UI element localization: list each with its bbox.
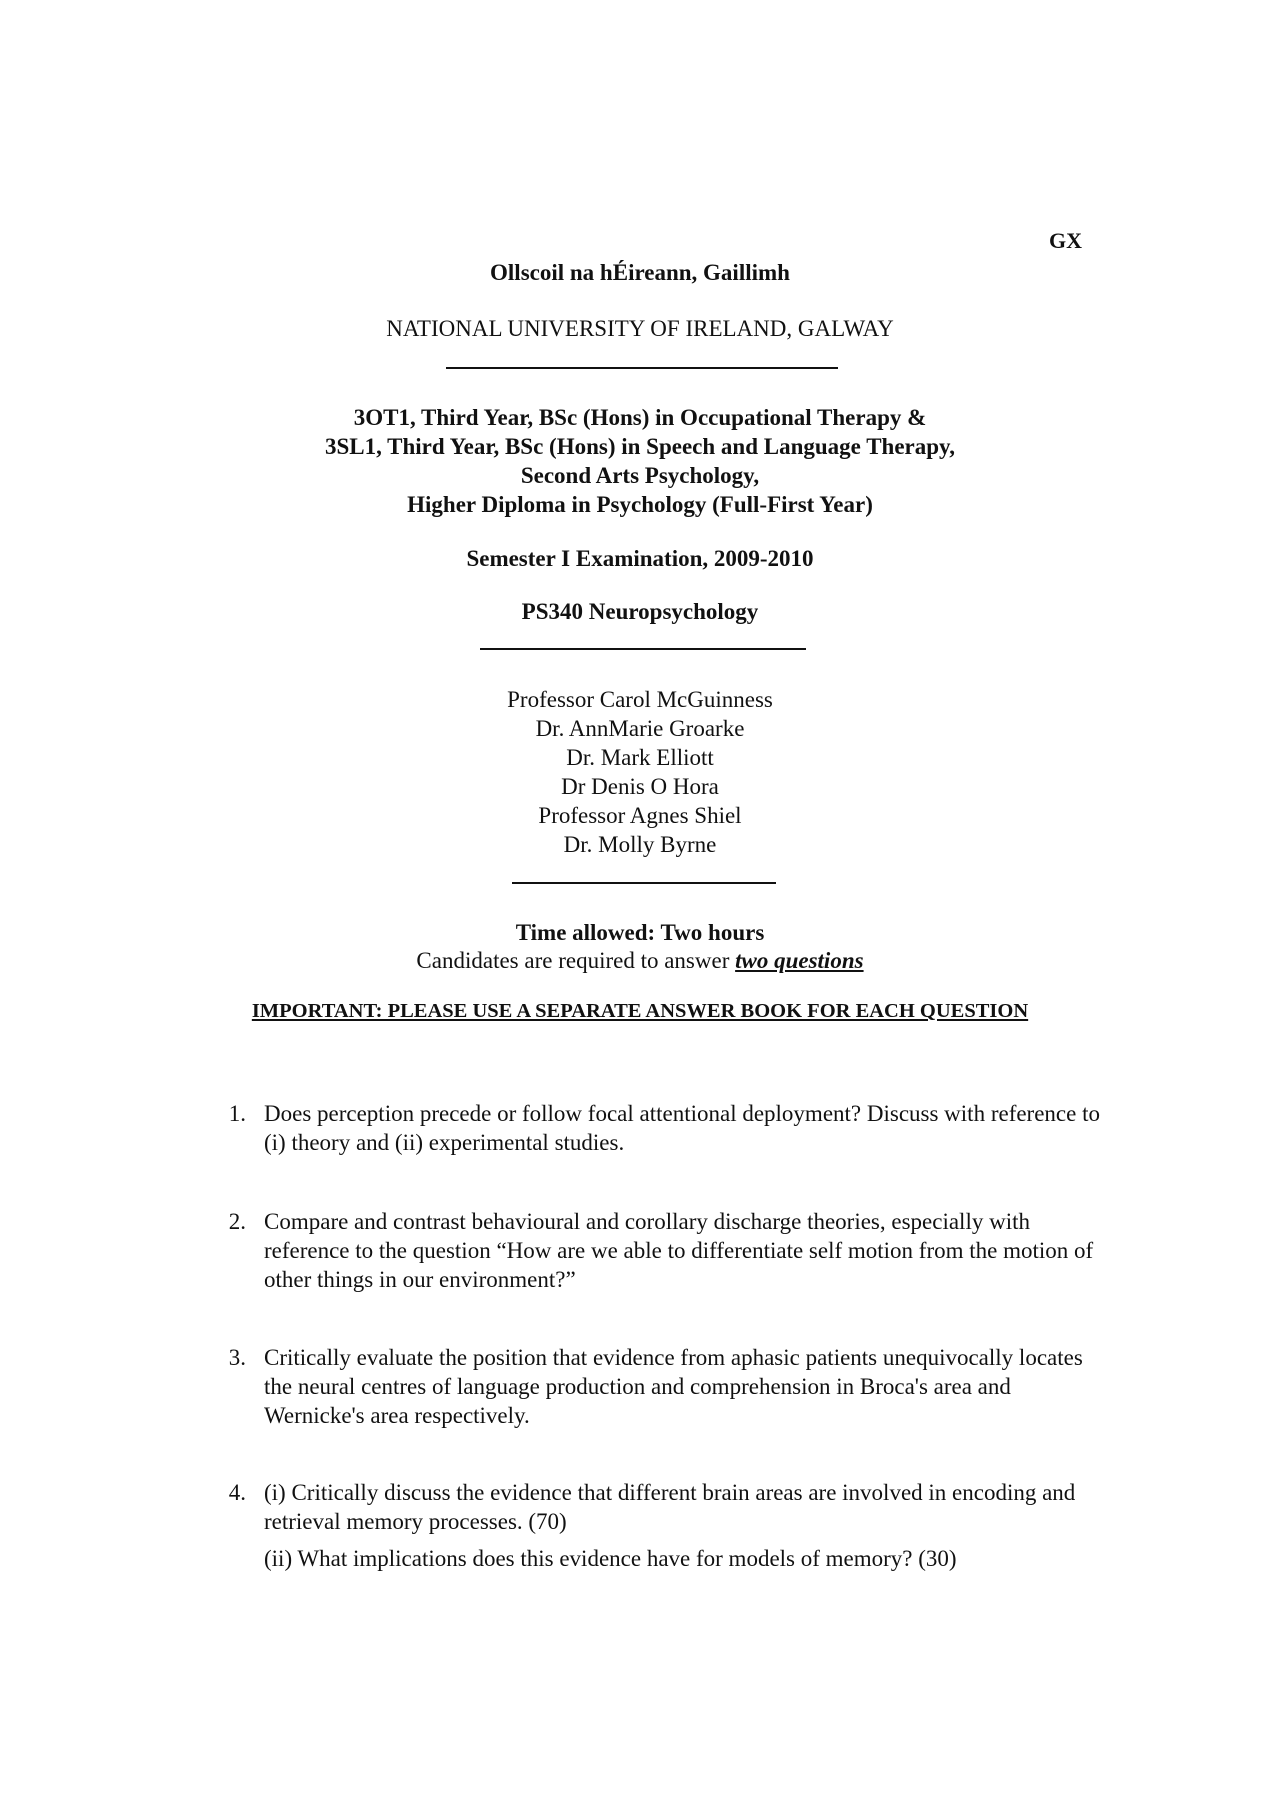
important-notice: IMPORTANT: PLEASE USE A SEPARATE ANSWER BOOK FOR EACH QUESTION <box>251 1000 1029 1022</box>
question-part: (i) Critically discuss the evidence that different brain areas are involved in encoding and retrieval memory processes. (70) <box>264 1480 1076 1534</box>
examiner-name: Professor Agnes Shiel <box>538 803 742 828</box>
question-part: Does perception precede or follow focal attentional deployment? Discuss with reference to (i) theory and (ii) experimental studies. <box>264 1101 1100 1155</box>
paper-code: GX <box>1049 228 1082 253</box>
examiner-name: Professor Carol McGuinness <box>507 687 773 712</box>
divider-rule <box>512 882 776 884</box>
divider-rule <box>446 367 838 369</box>
programme-line: Higher Diploma in Psychology (Full-First Year) <box>407 492 873 517</box>
university-name-irish: Ollscoil na hÉireann, Gaillimh <box>490 260 790 285</box>
question-text <box>264 1343 1104 1430</box>
examiner-name: Dr Denis O Hora <box>561 774 719 799</box>
question-number: 2. <box>228 1209 246 1234</box>
question-text <box>264 1099 1104 1157</box>
candidates-instruction <box>0 946 1280 975</box>
examiner-name: Dr. Molly Byrne <box>563 832 717 857</box>
question-text <box>264 1207 1104 1294</box>
divider-rule <box>480 648 806 650</box>
programme-line: 3OT1, Third Year, BSc (Hons) in Occupational Therapy & <box>353 405 927 430</box>
question-part: Critically evaluate the position that evidence from aphasic patients unequivocally locates the neural centres of language production and comprehension in Broca's area and Wernicke's area respectively. <box>264 1345 1083 1428</box>
time-allowed: Time allowed: Two hours <box>515 920 765 945</box>
question-text <box>264 1478 1104 1573</box>
exam-session: Semester I Examination, 2009-2010 <box>466 546 814 571</box>
examiner-name: Dr. Mark Elliott <box>566 745 714 770</box>
candidates-instruction-emphasis: two questions <box>735 948 864 973</box>
module-title: PS340 Neuropsychology <box>521 599 759 624</box>
question-part: Compare and contrast behavioural and corollary discharge theories, especially with reference to the question “How are we able to differentiate self motion from the motion of other things in our environment?” <box>264 1209 1094 1292</box>
programme-line: Second Arts Psychology, <box>520 463 760 488</box>
programme-line: 3SL1, Third Year, BSc (Hons) in Speech and Language Therapy, <box>324 434 956 459</box>
candidates-instruction-text: Candidates are required to answer <box>416 948 736 973</box>
question-number: 1. <box>228 1101 246 1126</box>
question-number: 4. <box>228 1480 246 1505</box>
question-number: 3. <box>228 1345 246 1370</box>
question-part: (ii) What implications does this evidence have for models of memory? (30) <box>264 1546 957 1571</box>
programme-list <box>0 403 1280 519</box>
examiner-name: Dr. AnnMarie Groarke <box>535 716 745 741</box>
university-name-english: NATIONAL UNIVERSITY OF IRELAND, GALWAY <box>386 316 894 341</box>
examiner-list <box>0 685 1280 859</box>
